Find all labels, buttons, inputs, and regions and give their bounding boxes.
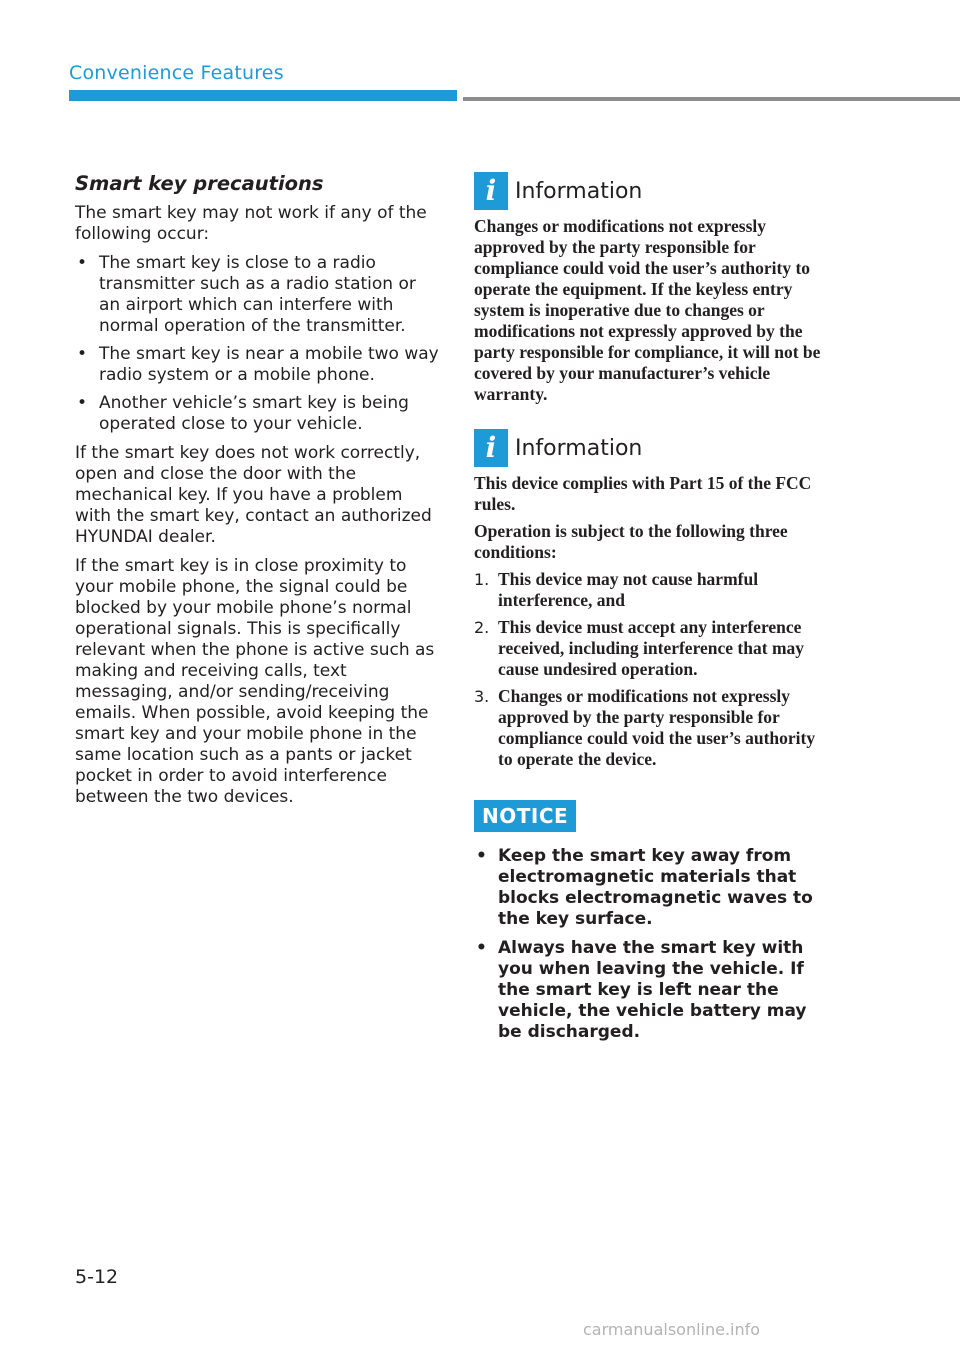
information-box [474, 170, 834, 405]
list-item [474, 617, 834, 680]
list-text: Changes or modifications not expressly approved by the party responsible for compliance could void the user’s authority to operate the device. [498, 686, 816, 769]
left-column [75, 173, 440, 816]
list-item [474, 686, 834, 770]
list-item: • Always have the smart key with you when leaving the vehicle. If the smart key is left near the vehicle, the vehicle battery may be discharged. [474, 938, 834, 1043]
list-item: • Keep the smart key away from electromagnetic materials that blocks electromagnetic waves to the key surface. [474, 846, 834, 930]
list-item: • The smart key is near a mobile two way radio system or a mobile phone. [75, 344, 440, 386]
information-header [474, 427, 834, 469]
precaution-list [75, 253, 440, 435]
information-box [474, 427, 834, 770]
paragraph: This device complies with Part 15 of the FCC rules. [474, 473, 812, 514]
list-item [474, 569, 834, 611]
notice-label: NOTICE [474, 800, 576, 832]
list-text: This device must accept any interference received, including interference that may cause undesired operation. [498, 617, 805, 679]
list-number: 3. [474, 687, 490, 706]
information-text [474, 473, 834, 770]
paragraph: Changes or modifications not expressly approved by the party responsible for compliance could void the user’s authority to operate the equipment. If the keyless entry system is inoperative due to changes or modifications not expressly approved by the party responsible for compliance, it will not be covered by your manufacturer’s vehicle warranty. [474, 216, 821, 404]
information-title: Information [515, 178, 643, 204]
information-text [474, 216, 834, 405]
section-heading: Smart key precautions [75, 172, 324, 195]
list-number: 1. [474, 570, 490, 589]
page-number: 5-12 [75, 1266, 119, 1288]
watermark: carmanualsonline.info [583, 1320, 761, 1339]
header-rule [463, 97, 960, 101]
list-item: • Another vehicle’s smart key is being operated close to your vehicle. [75, 393, 440, 435]
conditions-list [474, 569, 834, 770]
information-header [474, 170, 834, 212]
information-title: Information [515, 435, 643, 461]
list-number: 2. [474, 618, 490, 637]
notice-list [474, 846, 834, 1043]
intro-paragraph: The smart key may not work if any of the following occur: [75, 203, 427, 244]
information-icon: i [474, 172, 508, 210]
paragraph: Operation is subject to the following three conditions: [474, 521, 788, 562]
header-accent-bar [69, 90, 457, 101]
section-title: Convenience Features [69, 62, 284, 84]
right-column [474, 170, 834, 1051]
list-item: • The smart key is close to a radio transmitter such as a radio station or an airport which can interfere with normal operation of the transmitter. [75, 253, 440, 337]
paragraph: If the smart key is in close proximity to your mobile phone, the signal could be blocked by your mobile phone’s normal operational signals. This is specifically relevant when the phone is active such as making and receiving calls, text messaging, and/or sending/receiving emails. When possible, avoid keeping the smart key and your mobile phone in the same location such as a pants or jacket pocket in order to avoid interference between the two devices. [75, 556, 435, 807]
information-icon: i [474, 429, 508, 467]
list-text: This device may not cause harmful interference, and [498, 569, 759, 610]
paragraph: If the smart key does not work correctly, open and close the door with the mechanical key. If you have a problem with the smart key, contact an authorized HYUNDAI dealer. [75, 443, 432, 547]
